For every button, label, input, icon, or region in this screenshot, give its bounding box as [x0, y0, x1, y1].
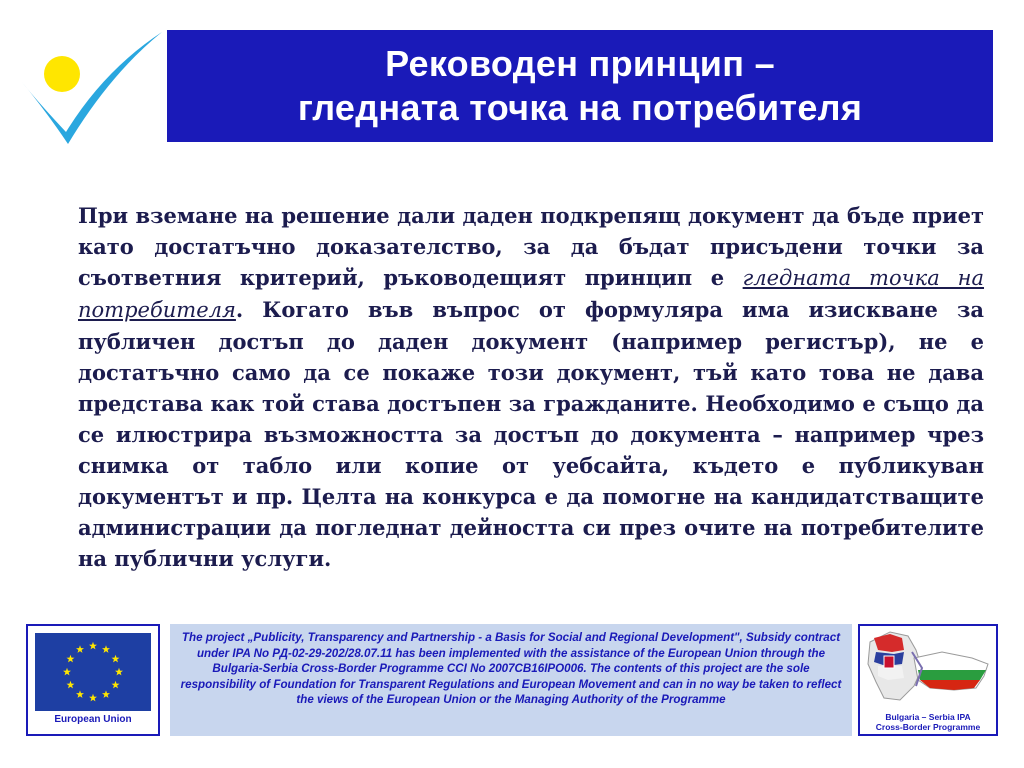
paragraph-text-start: При вземане на решение дали даден подкрепящ документ да бъде приет като достатъчно доказателство, за да бъдат присъдени точки за съответния критерий, ръководещият принцип е — [78, 203, 984, 290]
page-title-line-1: Реководен принцип – — [385, 43, 775, 84]
programme-label — [860, 712, 996, 732]
paragraph-text-end: . Когато във въпрос от формуляра има изискване за публичен достъп до даден документ (например регистър), не е достатъчно само да се покаже този документ, тъй като това не дава представа как той става достъпен за гражданите. Необходимо е също да се илюстрира възможността за достъп до документа – например чрез снимка от табло или копие от уебсайта, където е публикуван документът и пр. Целта на конкурса е да помогне на кандидатстващите администрации да погледнат дейността си през очите на потребителите на публични услуги. — [78, 297, 984, 571]
title-banner — [167, 30, 993, 142]
page-title-line-2: гледната точка на потребителя — [297, 87, 863, 128]
bulgaria-serbia-map-icon — [864, 628, 992, 712]
eu-label: European Union — [54, 714, 132, 725]
footer — [20, 618, 1002, 743]
highlighted-phrase: гледната точка на потребителя — [78, 266, 985, 322]
project-disclaimer: The project „Publicity, Transparency and Partnership - a Basis for Social and Regional Development", Subsidy contract under IPA No РД-02-29-202/28.07.11 has been implemented with the assistance of the European Union through the Bulgaria-Serbia Cross-Border Programme CCI No 2007CB16IPO006. The contents of this project are the sole responsibility of Foundation for Transparent Regulations and European Movement and can in no way be taken to reflect the views of the European Union or the Managing Authority of the Programme — [170, 624, 852, 736]
programme-label-line-1: Bulgaria – Serbia IPA — [885, 712, 971, 722]
eu-flag-icon — [35, 633, 151, 711]
programme-logo-box — [858, 624, 998, 736]
eu-logo-box — [26, 624, 160, 736]
main-paragraph — [78, 200, 984, 574]
programme-label-line-2: Cross-Border Programme — [875, 722, 981, 732]
sun-checkmark-logo-icon — [14, 22, 164, 157]
